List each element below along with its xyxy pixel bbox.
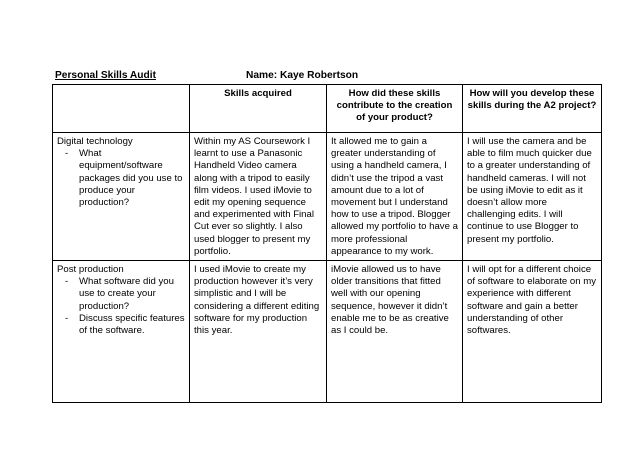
row-topic-title: Digital technology (57, 136, 133, 147)
skills-audit-table (52, 84, 602, 403)
table-row (53, 261, 602, 403)
table-header-row (53, 85, 602, 133)
sub-question: - What software did you use to create your production? (79, 276, 185, 313)
skills-acquired-cell: I used iMovie to create my production however it’s very simplistic and I will be considering a different editing software for my production this year. (190, 261, 327, 403)
author-name: Name: Kaye Robertson (246, 70, 359, 81)
column-header-topic (53, 85, 190, 133)
table-row (53, 133, 602, 261)
row-topic-title: Post production (57, 264, 124, 276)
column-header-development: How will you develop these skills during the A2 project? (463, 85, 602, 133)
row-topic-cell (53, 133, 190, 261)
development-cell: I will opt for a different choice of software to elaborate on my experience with different software and gain a better understanding of other softwares. (463, 261, 602, 403)
sub-question: - What equipment/software packages did you use to produce your production? (79, 148, 185, 209)
development-cell: I will use the camera and be able to film much quicker due to a greater understanding of handheld cameras. I will not be using iMovie to edit as it doesn’t allow more challenging edits. I will continue to use Blogger to present my portfolio. (463, 133, 602, 261)
row-topic-cell (53, 261, 190, 403)
sub-question: - Discuss specific features of the software. (79, 313, 185, 337)
contribution-cell: It allowed me to gain a greater understanding of using a handheld camera, I didn’t use the tripod a vast amount due to a lot of movement but I understand how to use a tripod. Blogger allowed my portfolio to have a more professional appearance to my work. (327, 133, 463, 261)
skills-acquired-cell: Within my AS Coursework I learnt to use a Panasonic Handheld Video camera along with a tripod to easily film videos. I used iMovie to edit my opening sequence and experimented with Final Cut ever so slightly. I also used blogger to present my portfolio. (190, 133, 327, 261)
sub-question-list (57, 276, 185, 337)
contribution-cell: iMovie allowed us to have older transitions that fitted well with our opening sequence, however it didn’t enable me to be as creative as I could be. (327, 261, 463, 403)
document-title: Personal Skills Audit (55, 70, 156, 81)
sub-question-list (57, 148, 185, 209)
column-header-contribution: How did these skills contribute to the creation of your product? (327, 85, 463, 133)
column-header-skills-acquired: Skills acquired (190, 85, 327, 133)
